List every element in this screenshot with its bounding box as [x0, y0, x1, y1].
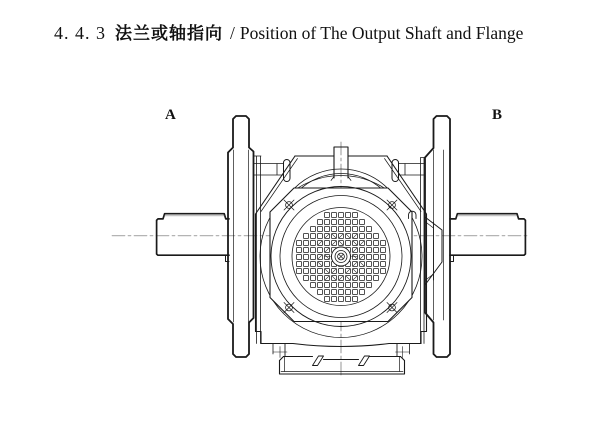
output-shaft-b: [450, 214, 525, 256]
flange-a: [226, 116, 254, 357]
section-number: 4. 4. 3: [54, 23, 106, 43]
base-rib-left: [313, 356, 324, 366]
title-separator: /: [230, 23, 235, 43]
flange-b: [425, 116, 454, 357]
section-title-english: Position of The Output Shaft and Flange: [239, 23, 524, 43]
output-shaft-a: [157, 214, 229, 256]
base-rib-right: [359, 356, 370, 366]
flange-position-label-b: B: [492, 107, 503, 123]
flange-position-label-a: A: [165, 107, 176, 123]
section-title-chinese: 法兰或轴指向: [115, 24, 223, 44]
